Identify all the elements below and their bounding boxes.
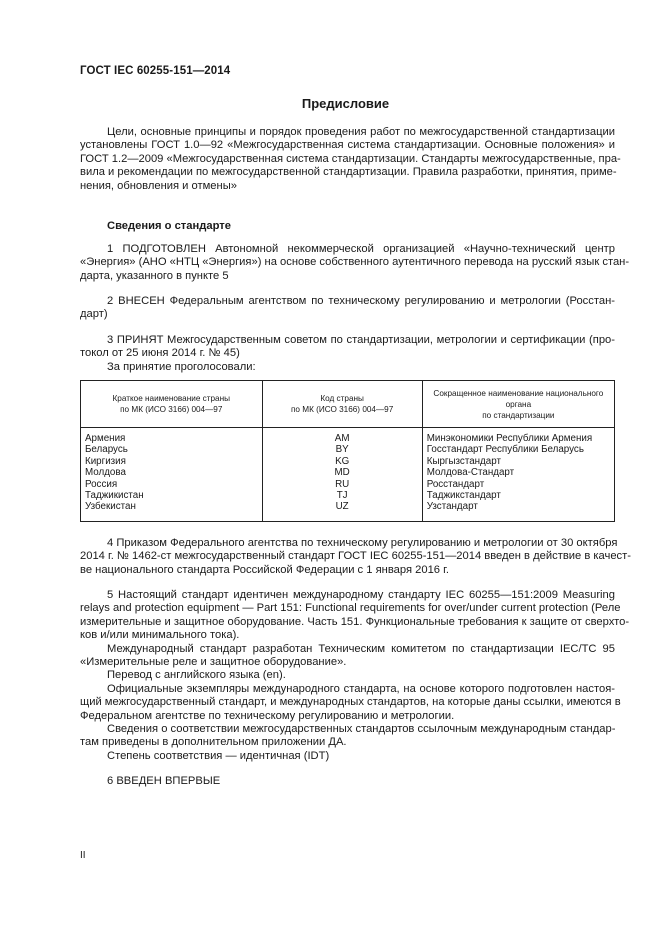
table-cell: Кыргызстандарт [426, 455, 501, 467]
intro-paragraph [80, 126, 621, 193]
item-5 [80, 589, 630, 763]
section-subtitle: Сведения о стандарте [107, 220, 231, 232]
text-line: 2014 г. № 1462-ст межгосударственный стандарт ГОСТ IEC 60255-151—2014 введен в действие в качест- [80, 550, 632, 563]
code-column [262, 428, 422, 522]
table-cell: Узбекистан [85, 501, 136, 513]
text-line: 1 ПОДГОТОВЛЕН Автономной некоммерческой организацией «Научно-технический центр [107, 243, 615, 255]
text-line: щий межгосударственный стандарт, и международных стандартов, на которые даны ссылки, имеются в [80, 696, 621, 709]
text-line: 3 ПРИНЯТ Межгосударственным советом по стандартизации, метрологии и сертификации (про- [107, 334, 615, 346]
item-4 [80, 537, 632, 577]
text-line: ГОСТ 1.2—2009 «Межгосударственная система стандартизации. Стандарты межгосударственные, пра- [80, 152, 621, 165]
page-number: II [80, 850, 86, 861]
item-2 [80, 295, 615, 322]
text-line: ков и/или минимального тока). [80, 629, 240, 642]
document-header: ГОСТ IEC 60255-151—2014 [80, 65, 231, 77]
table-header-row [81, 381, 615, 428]
text-line: 5 Настоящий стандарт идентичен международному стандарту IEC 60255—151:2009 Measuring [107, 589, 615, 601]
table-cell: Госстандарт Республики Беларусь [426, 444, 584, 456]
table-body-row [81, 428, 615, 522]
header-line: Краткое наименование страны по МК (ИСО 3166) 004—97 [112, 394, 231, 414]
table-cell: KG [335, 455, 350, 467]
text-line: 2 ВНЕСЕН Федеральным агентством по техническому регулированию и метрологии (Росстан- [107, 295, 615, 307]
table-cell: Молдова [85, 467, 126, 479]
text-line: дарт) [80, 308, 108, 321]
table-cell: Киргизия [85, 455, 126, 467]
item-3 [80, 334, 615, 374]
text-line: дарта, указанного в пункте 5 [80, 269, 229, 282]
table-cell: MD [334, 467, 350, 479]
text-line: токол от 25 июня 2014 г. № 45) [80, 347, 240, 360]
table-cell: AM [334, 433, 350, 444]
table-cell: BY [335, 444, 349, 456]
text-line: там приведены в дополнительном приложении ДА. [80, 736, 347, 749]
country-column [81, 428, 263, 522]
text-line: нения, обновления и отмены» [80, 179, 237, 192]
voting-table [80, 380, 615, 522]
header-line: Сокращенное наименование национального органа по стандартизации [433, 388, 604, 420]
item-6 [80, 775, 615, 788]
header-body [422, 381, 614, 428]
table-cell: Армения [85, 433, 126, 444]
text-line: 4 Приказом Федерального агентства по техническому регулированию и метрологии от 30 октября [107, 537, 618, 549]
text-line: Перевод с английского языка (en). [107, 669, 286, 682]
text-line: «Энергия» (АНО «НТЦ «Энергия») на основе собственного аутентичного перевода на русский язык стан- [80, 256, 630, 269]
header-line: Код страны по МК (ИСО 3166) 004—97 [290, 394, 394, 414]
item-1 [80, 243, 630, 283]
table-cell: Росстандарт [426, 478, 485, 490]
text-line: ве национального стандарта Российской Федерации с 1 января 2016 г. [80, 563, 449, 576]
text-line: Цели, основные принципы и порядок проведения работ по межгосударственной стандартизации [107, 126, 615, 138]
table-cell: UZ [335, 501, 349, 513]
text-line: Федеральном агентстве по техническому регулированию и метрологии. [80, 709, 455, 722]
text-line: relays and protection equipment — Part 151: Functional requirements for over/under current protection (Реле [80, 602, 621, 615]
table-cell: Таджикистан [85, 490, 144, 502]
text-line: измерительные и защитное оборудование. Часть 151. Функциональные требования к защите от сверхто- [80, 615, 630, 628]
text-line: Сведения о соответствии межгосударственных стандартов ссылочным международным стандар- [107, 723, 616, 736]
table-cell: Молдова-Стандарт [426, 467, 515, 479]
header-code [262, 381, 422, 428]
table-cell: Узстандарт [426, 501, 478, 513]
voted-label: За принятие проголосовали: [107, 360, 256, 373]
text-line: Международный стандарт разработан Техническим комитетом по стандартизации IEC/TC 95 [107, 642, 615, 655]
text-line: установлены ГОСТ 1.0—92 «Межгосударственная система стандартизации. Основные положения» и [80, 139, 615, 152]
table-cell: TJ [336, 490, 348, 502]
text-line: Официальные экземпляры международного стандарта, на основе которого подготовлен настоя- [107, 682, 615, 695]
text-line: «Измерительные реле и защитное оборудование». [80, 656, 347, 669]
table-cell: Таджикстандарт [426, 490, 501, 502]
table-cell: Беларусь [85, 444, 128, 456]
body-column [422, 428, 614, 522]
text-line: Степень соответствия — идентичная (IDT) [107, 749, 330, 762]
page-title: Предисловие [301, 96, 390, 111]
table-cell: Минэкономики Республики Армения [426, 433, 593, 444]
table-cell: RU [335, 478, 350, 490]
text-line: вила и рекомендации по межгосударственной стандартизации. Правила разработки, принятия, приме- [80, 166, 617, 179]
text-line: 6 ВВЕДЕН ВПЕРВЫЕ [107, 775, 221, 787]
table-cell: Россия [85, 478, 118, 490]
header-country [81, 381, 263, 428]
